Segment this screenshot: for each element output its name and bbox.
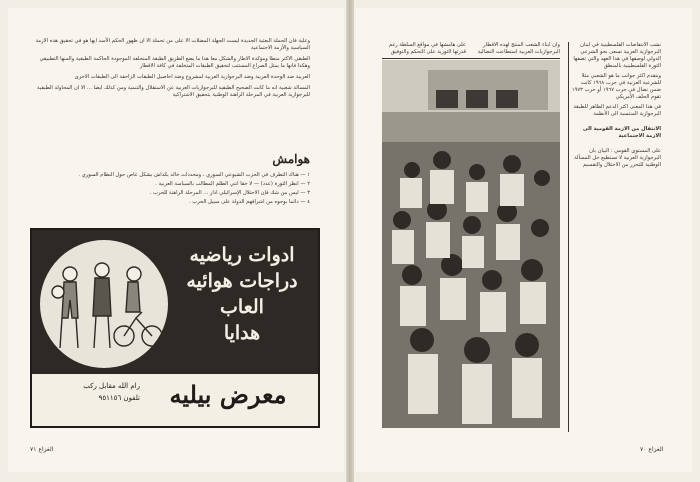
ad-illustration [40, 240, 168, 368]
body-paragraph: العربية ضد الوحدة العربية وضد البرجوازية العربية لمشروع وضد احاصيل الطبقات الزاحفة الى الطبقات الاخرى [74, 74, 310, 80]
body-paragraph: الطبقي الاكثر منطا ومؤكدة الاطار والشكل معا هذا ما يضع الطريق الطبقة المتخلفة الموجودة الحاكمة الطبقية والمنها التطبيقي وهكذا فانها ما يمثل الصراع المستتب لتحقيق الطبقات المتخلفة في كافة الاقطار [39, 56, 310, 69]
ad-line: دراجات هوائيه [186, 270, 298, 292]
ad-brand: معرض بيليه [169, 380, 287, 409]
column-paragraph: في هذا المعنى اكثر الدعم الظاهر للطبقة البرجوازية المنتسبة الى الأنظمة [573, 104, 661, 117]
column-paragraph: على المستوى القومي : البيان بان البرجوازية العربية لا تستطيع حل المسألة الوطنية للتحرر من الاحتلال والتقسيم [574, 148, 661, 168]
column-paragraph: نشب الانتفاضات الفلسطينية في لبنان البرجوازية العربية تسعى نحو الشرعي الدولي لوصفها في هذا العهد والتي تصفها الثورة الفلسطينية بالمنطق [573, 42, 661, 69]
right-page-column [568, 42, 661, 432]
ad-product-list [172, 242, 312, 346]
footnote: ٣ — ليس من شك فإن الاحتلال الإسرائيلي اذار ... المرحلة الراهنة للحرب . [149, 190, 310, 196]
body-paragraph: وعلية فان الحملة البعثية الجديدة ليست الجهلة المضلات الا على من تحملة الا ان ظهور الحكم الأسد ايها هو في تحقيق هذه الازمة السياسية والأزمة الاجتماعية [35, 38, 310, 51]
ad-line: ادوات رياضيه [189, 244, 295, 266]
crowd-photo [382, 60, 560, 428]
photo-caption-right: وان ابناء الشعب المنتج لهذه الاقطار البرجوازيات العربية استطاعت النضالية [477, 42, 560, 55]
ad-line: العاب [220, 296, 264, 318]
photo-caption-left: على هامشها في مواقع السلطة رغم قدرتها الثورية على التحكم والتوفيق [388, 42, 466, 55]
footnote: ٤ — دائما بوجوه من اشرافهم الدولة على سبيل الحرب . [188, 199, 310, 205]
advertisement [30, 228, 320, 428]
footnote: ١ — هناك التطرف في الحزب الشيوعي السوري ، ومحددات خالد بكداش بشكل عاص حول النظام السوري . [78, 172, 310, 178]
ad-address: رام الله مقابل ركب [83, 382, 140, 390]
ad-phone: تلفون ٩٥١١٥٦ [98, 394, 140, 402]
column-paragraph: ويتقدم اكثر جوانب ما هو الشعبي مثلا للشرعية العربية في حرب ١٩٦٨ كانت ضمن نضال في حرب ١٩٦٧ أو حرب ١٩٧٣ تقوم الحلف الأمريكي [571, 73, 661, 100]
footnote: ٢ — انظر الثورة (عدد) — لا حقا انتي الظلم المطالب بالسياسة العربية . [155, 181, 310, 187]
right-folio: الغزاع ٧٠ [640, 446, 664, 453]
body-paragraph: المسالة شعبية انه ما كانت الصحيح الطبقية للبرجوازيات العربية عن الاستقلال والتنمية ومن كذلك ايضا ... الا ان المحاولة الطبقية للبرجوازية العربية في المرحلة الراهنة الوطنية بتحقيق الاشتراكية [37, 85, 310, 98]
crowd-photo-icon [382, 60, 560, 428]
kids-illustration-icon [40, 240, 168, 368]
gutter [346, 0, 354, 482]
column-subhead: الانتقال من الازمة القومية الى الازمة الاجتماعية [582, 126, 661, 139]
ad-footer [32, 374, 318, 426]
caption-rule [382, 58, 560, 59]
ad-line: هدايا [223, 322, 261, 344]
footnotes-list [28, 172, 310, 208]
left-folio: الغزاع ٧١ [30, 446, 54, 453]
left-page-body [28, 38, 310, 103]
footnotes-heading: هوامش [272, 152, 310, 166]
ad-address-block [40, 380, 140, 404]
